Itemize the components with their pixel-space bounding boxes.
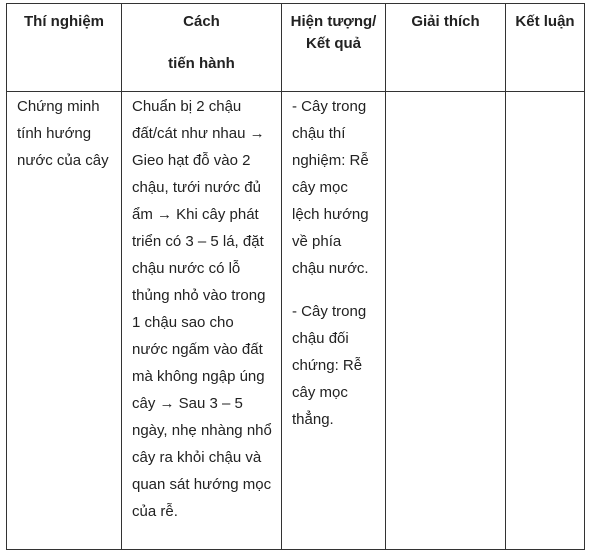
cell-conclusion [506, 92, 585, 550]
experiment-text: Chứng minh tính hướng nước của cây [17, 98, 109, 169]
header-result [282, 4, 386, 92]
experiment-table [6, 3, 585, 550]
header-procedure-label-line1: Cách [183, 13, 220, 30]
header-experiment-label: Thí nghiệm [24, 13, 104, 30]
result-text-2: - Cây trong chậu đối chứng: Rễ cây mọc thẳng. [292, 303, 367, 428]
procedure-text: Chuẩn bị 2 chậu đất/cát như nhau → Gieo hạt đỗ vào 2 chậu, tưới nước đủ ẩm → Khi cây phát triển có 3 – 5 lá, đặt chậu nước có lỗ thủng nhỏ vào trong 1 chậu sao cho nước ngấm vào đất mà không ngập úng cây → Sau 3 – 5 ngày, nhẹ nhàng nhổ cây ra khỏi chậu và quan sát hướng mọc của rễ. [132, 98, 272, 520]
table-row [7, 92, 585, 550]
header-procedure [122, 4, 282, 92]
header-result-label-line2: Kết quả [305, 35, 361, 52]
header-result-label-line1: Hiện tượng/ [290, 13, 377, 30]
cell-result [282, 92, 386, 550]
cell-explanation [386, 92, 506, 550]
cell-procedure [122, 92, 282, 550]
header-experiment [7, 4, 122, 92]
table-header-row [7, 4, 585, 92]
header-explanation [386, 4, 506, 92]
cell-experiment [7, 92, 122, 550]
header-procedure-label-line2: tiến hành [168, 55, 235, 72]
header-conclusion [506, 4, 585, 92]
header-conclusion-label: Kết luận [515, 13, 575, 30]
result-text-1: - Cây trong chậu thí nghiệm: Rễ cây mọc lệch hướng về phía chậu nước. [292, 98, 369, 277]
header-explanation-label: Giải thích [411, 13, 480, 30]
